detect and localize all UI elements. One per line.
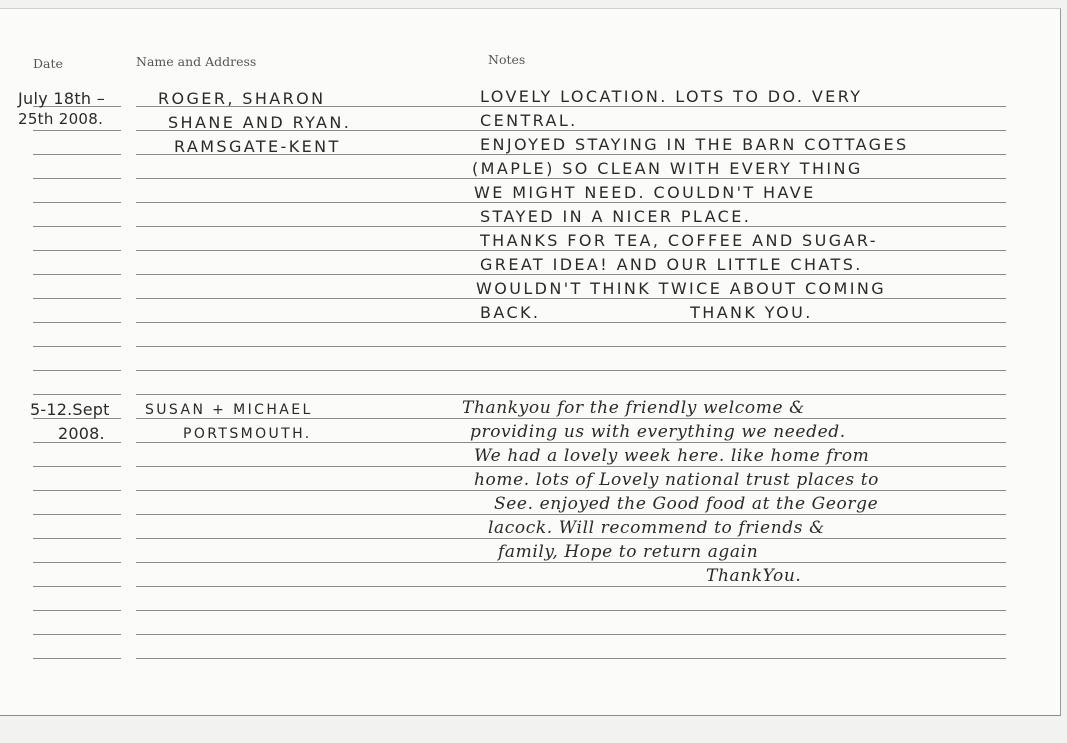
date-column-rule (33, 466, 121, 467)
entry-1-note-line: WE MIGHT NEED. COULDN'T HAVE (474, 183, 816, 202)
date-column-rule (33, 274, 121, 275)
entry-1-note-line: CENTRAL. (480, 111, 578, 130)
date-column-rule (33, 610, 121, 611)
notes-rule (136, 370, 1006, 371)
date-column-rule (33, 562, 121, 563)
date-column-rule (33, 346, 121, 347)
header-notes: Notes (488, 52, 526, 67)
entry-2-note-line: See. enjoyed the Good food at the George (494, 494, 879, 514)
entry-2-note-line: lacock. Will recommend to friends & (488, 518, 825, 538)
notes-rule (136, 610, 1006, 611)
entry-1-name-line: SHANE AND RYAN. (168, 113, 352, 132)
guestbook-page (0, 8, 1061, 716)
entry-1-note-line: (MAPLE) SO CLEAN WITH EVERY THING (472, 159, 863, 178)
date-column-rule (33, 658, 121, 659)
date-column-rule (33, 490, 121, 491)
date-column-rule (33, 370, 121, 371)
entry-2-note-line: family, Hope to return again (498, 542, 759, 562)
entry-1-notes (472, 85, 909, 325)
entry-1-name-address (158, 87, 351, 159)
entry-1-note-line: WOULDN'T THINK TWICE ABOUT COMING (476, 279, 886, 298)
header-date: Date (33, 56, 63, 71)
notes-rule (136, 658, 1006, 659)
date-column-rule (33, 226, 121, 227)
notes-rule (136, 394, 1006, 395)
entry-1-note-line: ENJOYED STAYING IN THE BARN COTTAGES (480, 135, 909, 154)
entry-2-note-line: ThankYou. (706, 566, 802, 586)
date-column-rule (33, 586, 121, 587)
entry-1-name-line: ROGER, SHARON (158, 89, 326, 108)
date-column-rule (33, 298, 121, 299)
date-column-rule (33, 178, 121, 179)
entry-1-note-line: LOVELY LOCATION. LOTS TO DO. VERY (480, 87, 863, 106)
date-column-rule (33, 538, 121, 539)
entry-1-name-line: RAMSGATE-KENT (174, 137, 341, 156)
date-column-rule (33, 394, 121, 395)
entry-2-notes (462, 396, 879, 588)
entry-2-note-line: Thankyou for the friendly welcome & (462, 398, 805, 418)
entry-1-date-line: 25th 2008. (18, 110, 104, 128)
date-column-rule (33, 514, 121, 515)
notes-rule (136, 634, 1006, 635)
date-column-rule (33, 202, 121, 203)
entry-2-note-line: providing us with everything we needed. (470, 422, 846, 442)
entry-2-date-line: 5-12.Sept (30, 400, 110, 419)
entry-2-note-line: home. lots of Lovely national trust places to (474, 470, 879, 490)
notes-rule (136, 346, 1006, 347)
entry-1-note-line: BACK. THANK YOU. (480, 303, 813, 322)
entry-1-note-line: GREAT IDEA! AND OUR LITTLE CHATS. (480, 255, 863, 274)
entry-1-date-line: July 18th – (18, 89, 106, 108)
entry-1-note-line: THANKS FOR TEA, COFFEE AND SUGAR- (480, 231, 878, 250)
entry-1-note-line: STAYED IN A NICER PLACE. (480, 207, 752, 226)
entry-2-name-line: PORTSMOUTH. (183, 426, 312, 442)
date-column-rule (33, 154, 121, 155)
date-column-rule (33, 322, 121, 323)
date-column-rule (33, 250, 121, 251)
header-name-address: Name and Address (136, 54, 257, 69)
entry-2-name-line: SUSAN + MICHAEL (145, 402, 313, 418)
entry-2-date-line: 2008. (58, 424, 105, 443)
entry-1-date (18, 87, 105, 131)
date-column-rule (33, 634, 121, 635)
entry-2-note-line: We had a lovely week here. like home from (474, 446, 870, 466)
entry-2-name-address (145, 398, 313, 446)
entry-2-date (30, 398, 110, 446)
